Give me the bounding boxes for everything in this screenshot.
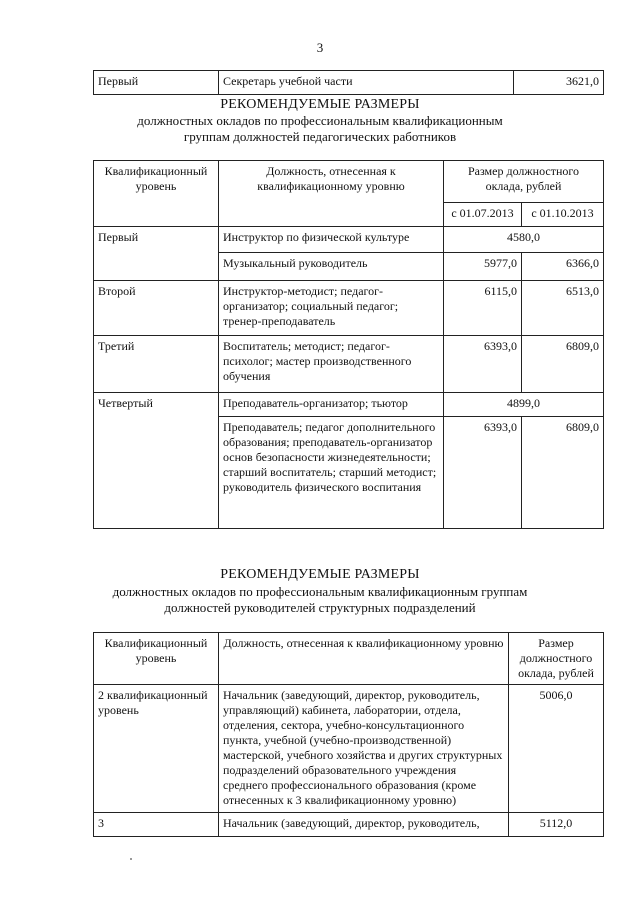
table-row <box>94 281 604 336</box>
level-cell: 3 <box>94 813 219 837</box>
header-date-2: с 01.10.2013 <box>522 203 604 227</box>
salary-cell-2: 6513,0 <box>522 281 604 336</box>
table-row <box>94 393 604 417</box>
position-cell: Воспитатель; методист; педагог-психолог; мастер производственного обучения <box>219 336 444 393</box>
salary-cell: 5112,0 <box>509 813 604 837</box>
header-salary: Размер должностного оклада, рублей <box>509 633 604 685</box>
section2-subtitle-1: должностных окладов по профессиональным квалификационным группам <box>112 584 528 599</box>
level-cell: Первый <box>94 227 219 281</box>
section1-subtitle-2: группам должностей педагогических работников <box>183 129 457 144</box>
section2-subtitle-2: должностей руководителей структурных подразделений <box>164 600 476 615</box>
position-cell: Начальник (заведующий, директор, руководитель, управляющий) кабинета, лаборатории, отдела, отделения, сектора, учебно-консультационного пункта, учебной (учебно-производственной) мастерской, учебного хозяйства и других структурных подразделений образовательного учреждения среднего профессионального образования (кроме отнесенных к 3 квалификационному уровню) <box>219 685 509 813</box>
section2-title: РЕКОМЕНДУЕМЫЕ РАЗМЕРЫ <box>220 567 420 582</box>
header-row <box>94 633 604 685</box>
salary-cell-2: 6809,0 <box>522 417 604 529</box>
salary-cell-2: 6366,0 <box>522 253 604 281</box>
level-cell: Третий <box>94 336 219 393</box>
level-cell: Первый <box>94 71 219 95</box>
top-row-table <box>93 70 604 95</box>
table-row <box>94 71 604 95</box>
section1-subtitle-1: должностных окладов по профессиональным квалификационным <box>137 113 503 128</box>
salary-merged-cell: 4580,0 <box>444 227 604 253</box>
scan-speck <box>130 858 132 860</box>
header-position: Должность, отнесенная к квалификационному уровню <box>219 161 444 227</box>
position-cell: Преподаватель; педагог дополнительного образования; преподаватель-организатор основ безопасности жизнедеятельности; старший воспитатель; старший методист; руководитель физического воспитания <box>219 417 444 529</box>
header-position: Должность, отнесенная к квалификационному уровню <box>219 633 509 685</box>
header-level: Квалификационный уровень <box>94 633 219 685</box>
salary-cell-1: 5977,0 <box>444 253 522 281</box>
position-cell: Инструктор по физической культуре <box>219 227 444 253</box>
level-cell: Четвертый <box>94 393 219 529</box>
salary-merged-cell: 4899,0 <box>444 393 604 417</box>
table-row <box>94 227 604 253</box>
page-number: 3 <box>316 40 324 55</box>
pedagogical-salary-table <box>93 160 604 529</box>
position-cell: Преподаватель-организатор; тьютор <box>219 393 444 417</box>
salary-cell-1: 6115,0 <box>444 281 522 336</box>
salary-cell: 5006,0 <box>509 685 604 813</box>
salary-cell-1: 6393,0 <box>444 417 522 529</box>
level-cell: Второй <box>94 281 219 336</box>
salary-cell-1: 6393,0 <box>444 336 522 393</box>
header-row <box>94 161 604 203</box>
position-cell: Инструктор-методист; педагог-организатор; социальный педагог; тренер-преподаватель <box>219 281 444 336</box>
table-row <box>94 336 604 393</box>
position-cell: Музыкальный руководитель <box>219 253 444 281</box>
position-cell: Секретарь учебной части <box>219 71 514 95</box>
header-date-1: с 01.07.2013 <box>444 203 522 227</box>
header-level: Квалификационный уровень <box>94 161 219 227</box>
header-salary: Размер должностного оклада, рублей <box>444 161 604 203</box>
level-cell: 2 квалификационный уровень <box>94 685 219 813</box>
section1-title: РЕКОМЕНДУЕМЫЕ РАЗМЕРЫ <box>220 97 420 112</box>
salary-cell-2: 6809,0 <box>522 336 604 393</box>
table-row <box>94 685 604 813</box>
managers-salary-table <box>93 632 604 837</box>
position-cell: Начальник (заведующий, директор, руководитель, <box>219 813 509 837</box>
table-row <box>94 813 604 837</box>
salary-cell: 3621,0 <box>514 71 604 95</box>
